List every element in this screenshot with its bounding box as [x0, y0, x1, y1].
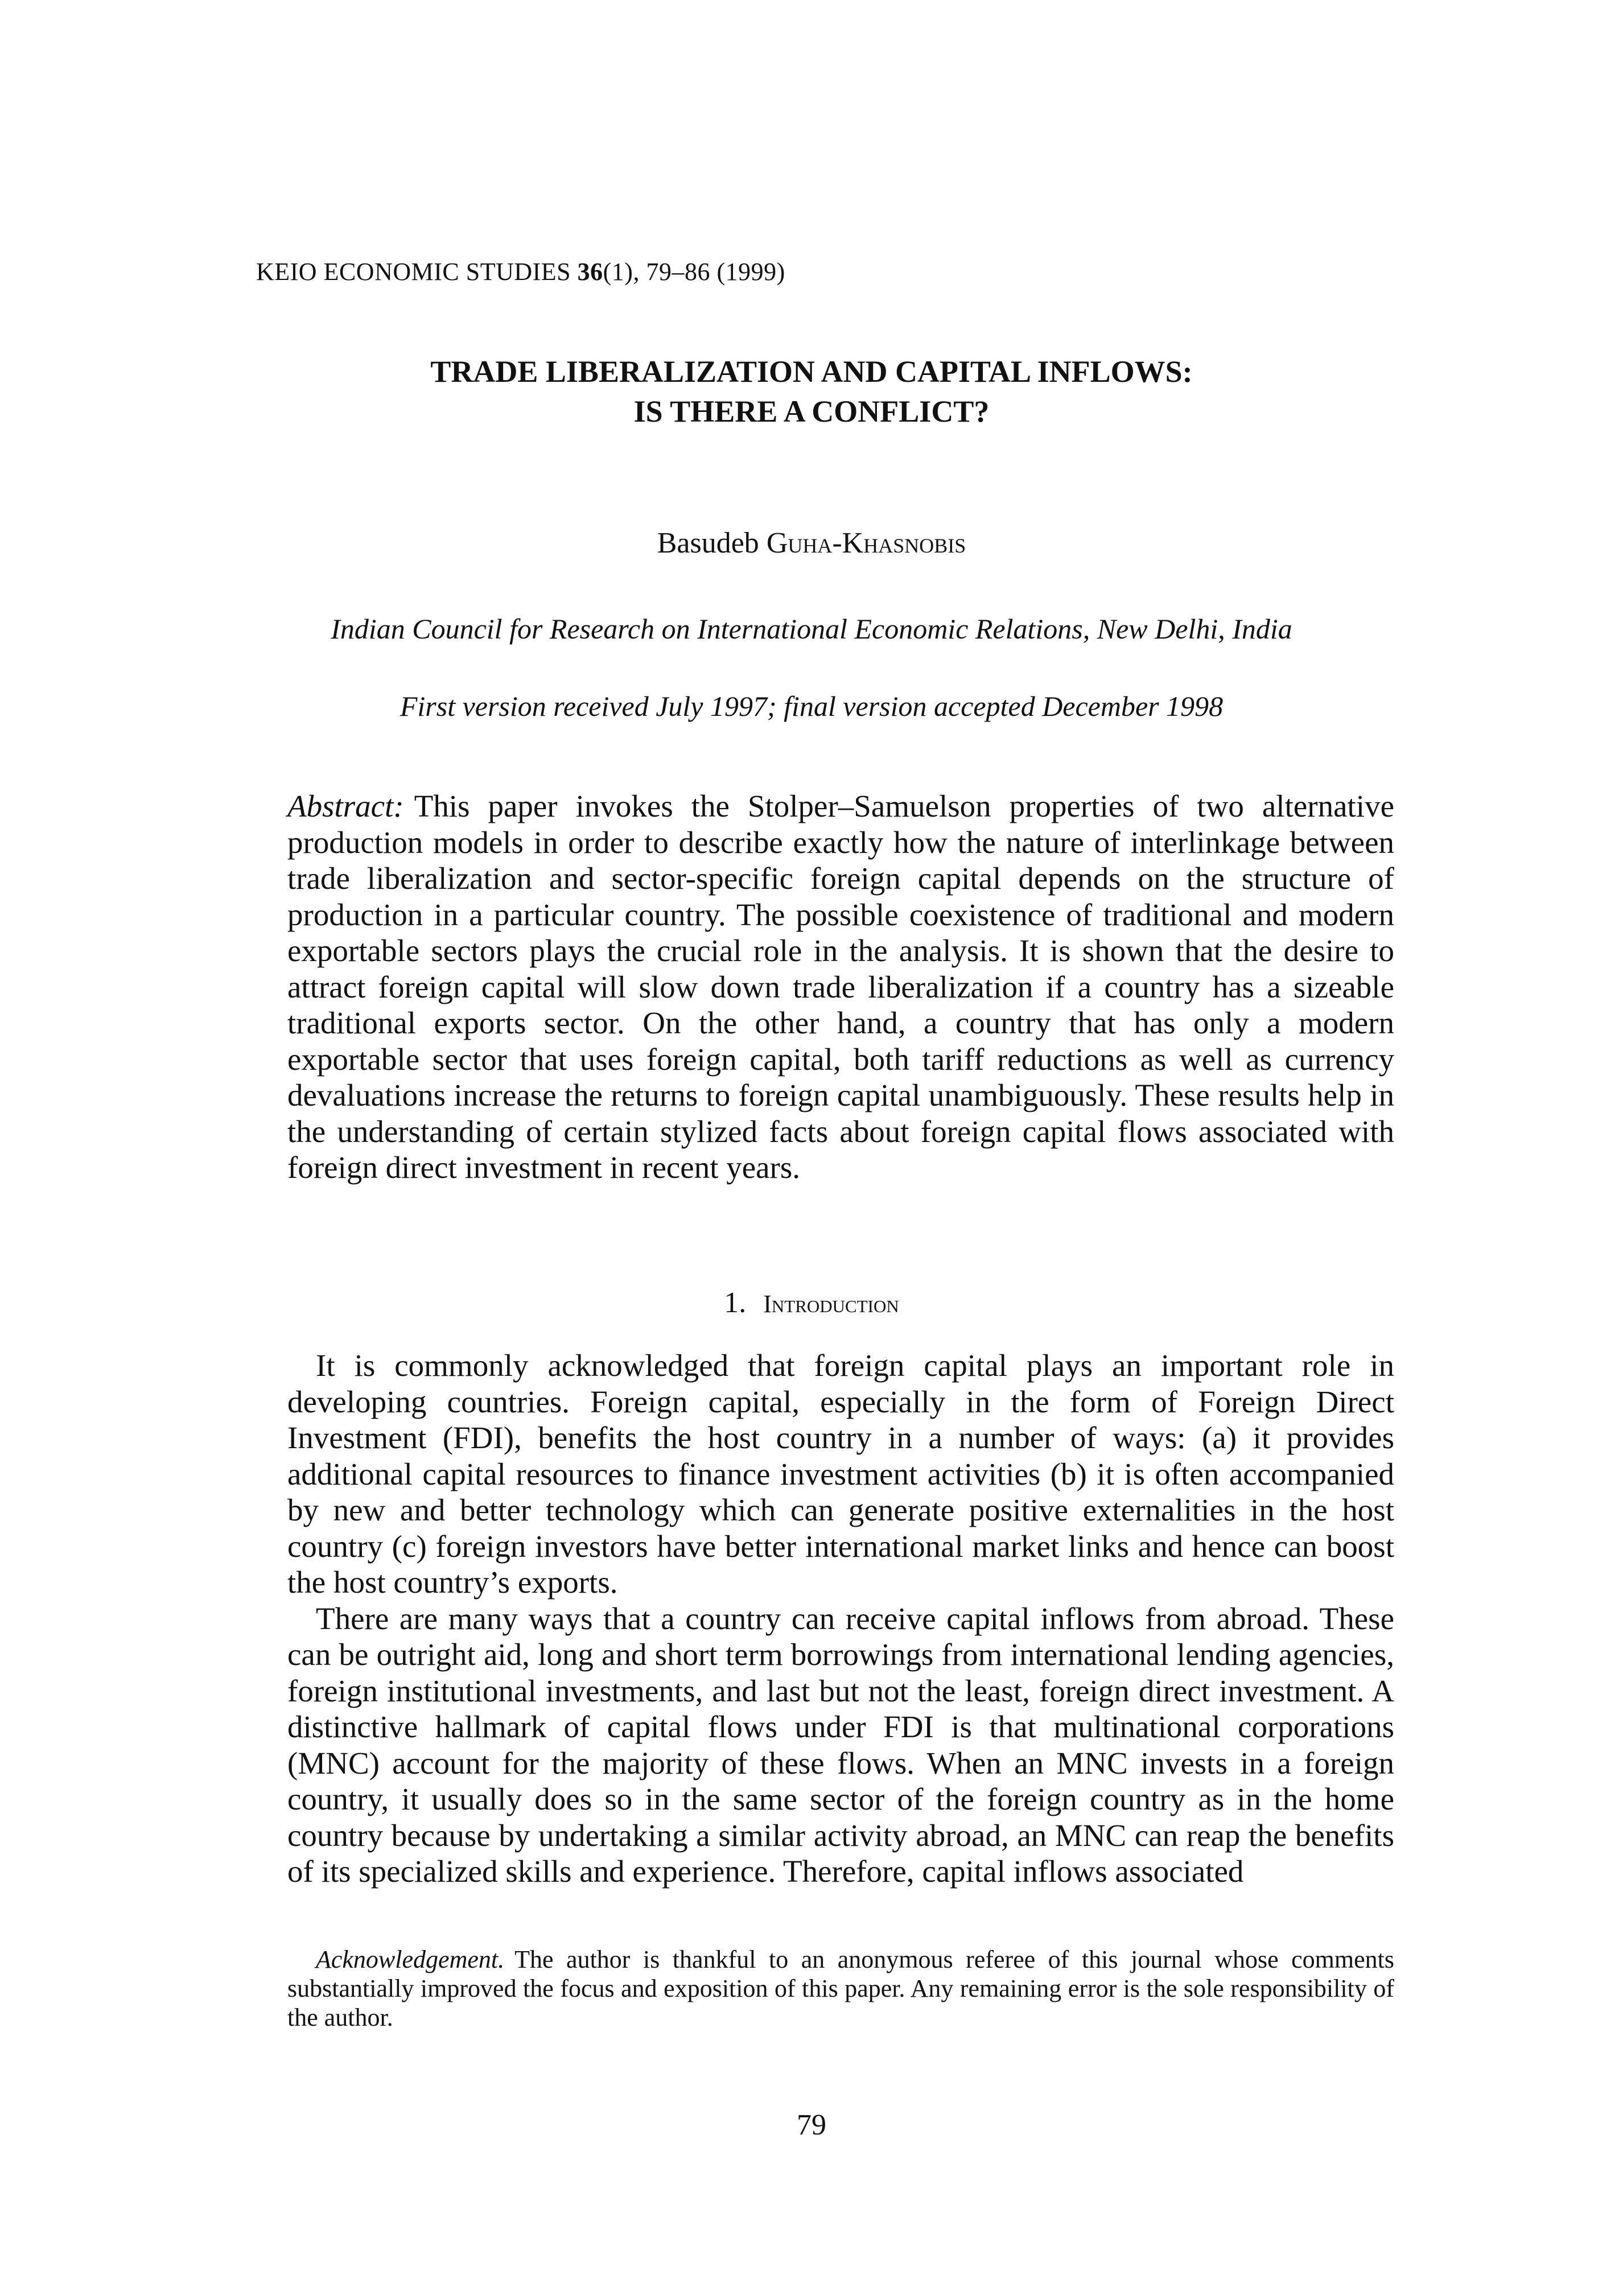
- author-given-name: Basudeb: [657, 527, 759, 559]
- author-name: [0, 526, 1623, 560]
- journal-issue-pages-year: (1), 79–86 (1999): [603, 258, 785, 286]
- section-number: 1.: [724, 1287, 747, 1319]
- journal-citation: [256, 257, 785, 286]
- paper-title-line-2: IS THERE A CONFLICT?: [633, 394, 990, 428]
- abstract: [287, 788, 1394, 1186]
- page-number: 79: [797, 2109, 826, 2141]
- paper-title-line-1: TRADE LIBERALIZATION AND CAPITAL INFLOWS:: [430, 355, 1193, 389]
- paragraph: There are many ways that a country can receive capital inflows from abroad. These can be outright aid, long and short term borrowings from international lending agencies, foreign institutional investments, and last but not the least, foreign direct investment. A distinctive hallmark of capital flows under FDI is that multinational corporations (MNC) account for the majority of these flows. When an MNC invests in a foreign country, it usually does so in the same sector of the foreign country as in the home country because by undertaking a similar activity abroad, an MNC can reap the benefits of its specialized skills and experience. Therefore, capital inflows associated: [287, 1601, 1394, 1889]
- introduction-body: [287, 1347, 1394, 1890]
- footnote-label: Acknowledgement.: [316, 1945, 505, 1973]
- abstract-label: Abstract:: [287, 789, 404, 823]
- author-affiliation: Indian Council for Research on International Economic Relations, New Delhi, India: [331, 613, 1292, 645]
- footnote: [287, 1945, 1394, 2032]
- author-family-name: Guha-Khasnobis: [766, 527, 966, 559]
- abstract-text: This paper invokes the Stolper–Samuelson properties of two alternative production models in order to describe exactly how the nature of interlinkage between trade liberalization and sector-specific foreign capital depends on the structure of production in a particular country. The possible coexistence of traditional and modern exportable sectors plays the crucial role in the analysis. It is shown that the desire to attract foreign capital will slow down trade liberalization if a country has a sizeable traditional exports sector. On the other hand, a country that has only a modern exportable sector that uses foreign capital, both tariff reductions as well as currency devaluations increase the returns to foreign capital unambiguously. These results help in the understanding of certain stylized facts about foreign capital flows associated with foreign direct investment in recent years.: [287, 789, 1394, 1185]
- journal-name: KEIO ECONOMIC STUDIES: [256, 258, 571, 286]
- paragraph: It is commonly acknowledged that foreign capital plays an important role in developing countries. Foreign capital, especially in the form of Foreign Direct Investment (FDI), benefits the host country in a number of ways: (a) it provides additional capital resources to finance investment activities (b) it is often accompanied by new and better technology which can generate positive externalities in the host country (c) foreign investors have better international market links and hence can boost the host country’s exports.: [287, 1348, 1394, 1600]
- footnote-text: The author is thankful to an anonymous referee of this journal whose comments substantially improved the focus and exposition of this paper. Any remaining error is the sole responsibility of the author.: [287, 1945, 1394, 2031]
- received-dates: First version received July 1997; final version accepted December 1998: [399, 690, 1224, 722]
- section-title: Introduction: [763, 1290, 899, 1318]
- journal-volume: 36: [577, 258, 603, 286]
- paper-title: [0, 352, 1623, 431]
- section-heading: [0, 1286, 1623, 1320]
